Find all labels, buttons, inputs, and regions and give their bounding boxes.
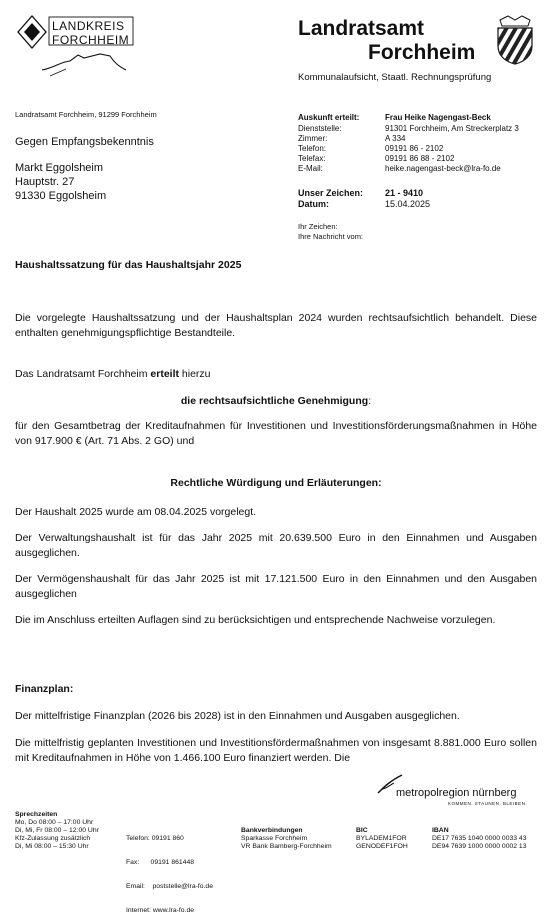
footer-contact: Telefon: 09191 860 Fax: 09191 861448 Email: poststelle@lra-fo.de Internet: www.lra-fo.de — [126, 835, 213, 914]
zeichen-label: Unser Zeichen: — [298, 188, 364, 198]
paragraph: Das Landratsamt Forchheim erteilt hierzu — [15, 368, 211, 380]
recipient-name: Markt Eggolsheim — [15, 162, 104, 174]
delivery-note: Gegen Empfangsbekenntnis — [15, 136, 154, 148]
logo-text-line2: FORCHHEIM — [52, 33, 130, 47]
paragraph: Der Haushalt 2025 wurde am 08.04.2025 vorgelegt. — [15, 506, 257, 518]
footer-iban: IBAN DE17 7635 1040 0000 0033 43 DE94 7639 1000 0000 0002 13 — [432, 827, 527, 850]
department: Kommunalaufsicht, Staatl. Rechnungsprüfung — [298, 72, 492, 83]
footer-bank: Bankverbindungen Sparkasse Forchheim VR Bank Bamberg-Forchheim — [241, 827, 332, 850]
contact-value: A 334 — [385, 134, 406, 143]
contact-value: heike.nagengast-beck@lra-fo.de — [385, 164, 501, 173]
ihr-zeichen-label: Ihr Zeichen: — [298, 222, 338, 231]
paragraph: für den Gesamtbetrag der Kreditaufnahmen für Investitionen und Investitionsförderungsmaßnahmen in Höhe von 917.900 € (Art. 71 Abs. 2 GO) und — [15, 420, 537, 447]
auskunft-value: Frau Heike Nagengast-Beck — [385, 113, 491, 122]
recipient-street: Hauptstr. 27 — [15, 176, 75, 188]
contact-value: 09191 86 - 2102 — [385, 144, 444, 153]
footer-bic: BIC BYLADEM1FOR GENODEF1FOH — [356, 827, 408, 850]
metropolregion-name: metropolregion nürnberg — [396, 787, 517, 799]
contact-label: Dienststelle: — [298, 124, 342, 133]
contact-label: E-Mail: — [298, 164, 323, 173]
org-name-line2: Forchheim — [368, 41, 476, 64]
section-heading: Finanzplan: — [15, 683, 74, 695]
paragraph: Die mittelfristig geplanten Investitionen und Investitionsfördermaßnahmen von insgesamt 8.881.000 Euro sollen mit Kreditaufnahmen in Höhe von 1.466.100 Euro finanziert werden. Die — [15, 737, 537, 764]
paragraph: Die im Anschluss erteilten Auflagen sind zu berücksichtigen und entsprechende Nachweise vorzulegen. — [15, 614, 496, 626]
contact-value: 91301 Forchheim, Am Streckerplatz 3 — [385, 124, 519, 133]
paragraph: Der Verwaltungshaushalt ist für das Jahr 2025 mit 20.639.500 Euro in den Einnahmen und Ausgaben ausgeglichen. — [15, 532, 537, 559]
recipient-city: 91330 Eggolsheim — [15, 190, 107, 202]
logo-text-line1: LANDKREIS — [52, 19, 125, 33]
subject: Haushaltssatzung für das Haushaltsjahr 2025 — [15, 259, 242, 271]
org-name-line1: Landratsamt — [298, 17, 425, 40]
datum-value: 15.04.2025 — [385, 199, 431, 209]
footer-hours: Sprechzeiten Mo, Do 08:00 – 17:00 Uhr Di, Mi, Fr 08:00 – 12:00 Uhr Kfz-Zulassung zusätzlich Di, Mi 08:00 – 15:30 Uhr — [15, 811, 99, 850]
paragraph: Der Vermögenshaushalt für das Jahr 2025 ist mit 17.121.500 Euro in den Einnahmen und den Ausgaben ausgeglichen — [15, 573, 537, 600]
ihre-nachricht-label: Ihre Nachricht vom: — [298, 232, 364, 241]
contact-label: Telefon: — [298, 144, 327, 153]
metropolregion-tagline: KOMMEN. STAUNEN. BLEIBEN. — [448, 801, 528, 806]
contact-label: Zimmer: — [298, 134, 328, 143]
zeichen-value: 21 - 9410 — [385, 188, 424, 198]
contact-value: 09191 86 88 - 2102 — [385, 154, 455, 163]
auskunft-label: Auskunft erteilt: — [298, 113, 360, 122]
paragraph: Die vorgelegte Haushaltssatzung und der Haushaltsplan 2024 wurden rechtsaufsichtlich behandelt. Diese enthalten genehmigungspflichtige Bestandteile. — [15, 312, 537, 339]
bavarian-crest-icon — [494, 14, 536, 66]
sender-line: Landratsamt Forchheim, 91299 Forchheim — [15, 110, 157, 119]
datum-label: Datum: — [298, 199, 329, 209]
approval-heading: die rechtsaufsichtliche Genehmigung: — [180, 395, 372, 407]
section-heading: Rechtliche Würdigung und Erläuterungen: — [170, 477, 382, 489]
contact-label: Telefax: — [298, 154, 326, 163]
paragraph: Der mittelfristige Finanzplan (2026 bis 2028) ist in den Einnahmen und Ausgaben ausgeglichen. — [15, 710, 460, 722]
